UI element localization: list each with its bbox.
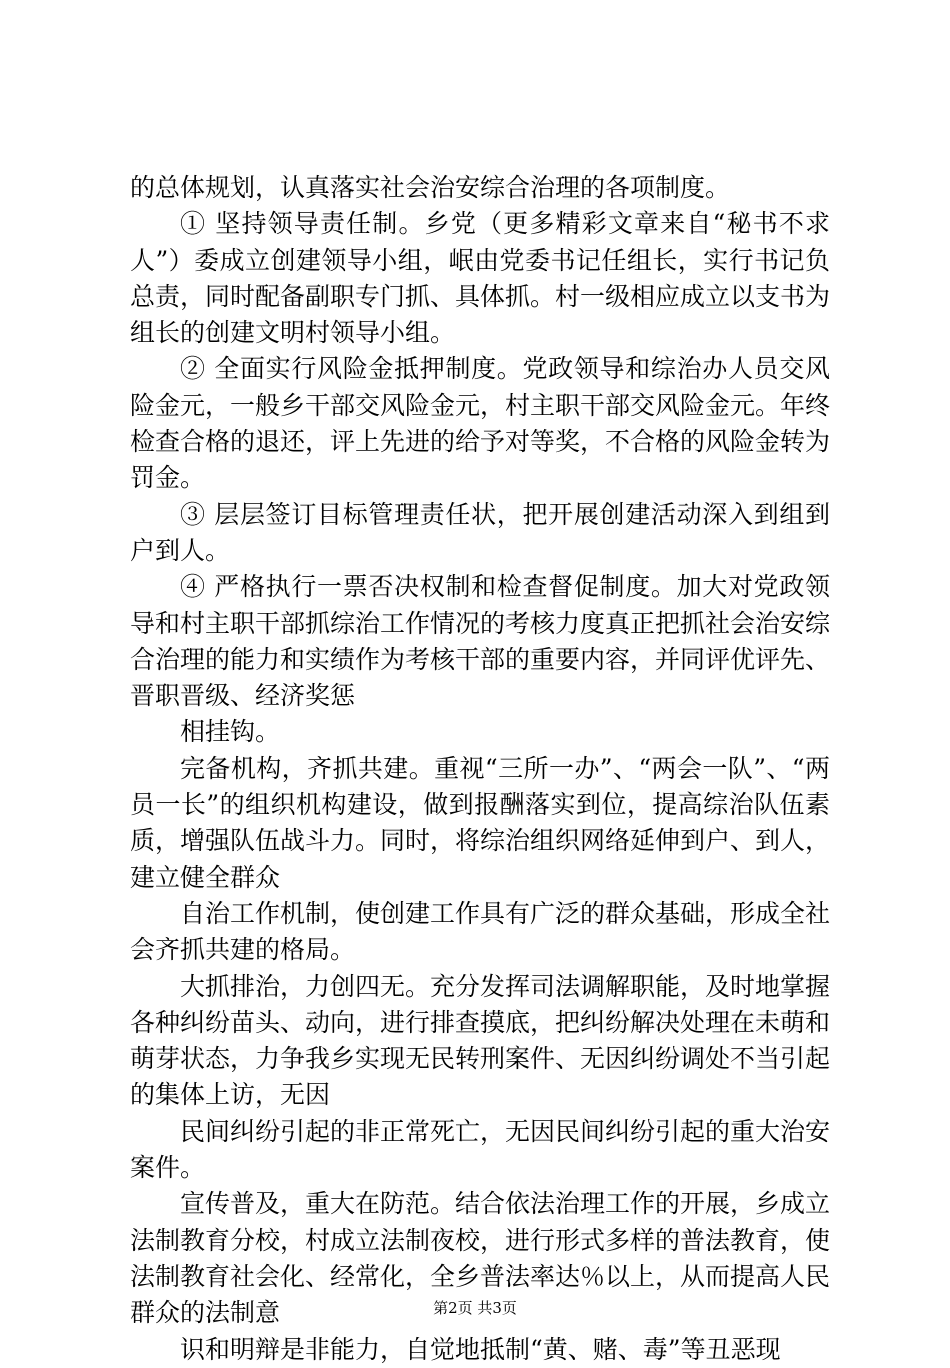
paragraph: ③ 层层签订目标管理责任状，把开展创建活动深入到组到户到人。 [130, 499, 830, 565]
paragraph: ① 坚持领导责任制。乡党（更多精彩文章来自“秘书不求人”）委成立创建领导小组，岷由党委书记任组长，实行书记负总责，同时配备副职专门抓、具体抓。村一级相应成立以支书为组长的创建文明村领导小组。 [130, 209, 831, 348]
paragraph: ② 全面实行风险金抵押制度。党政领导和综治办人员交风险金元，一般乡干部交风险金元，村主职干部交风险金元。年终检查合格的退还，评上先进的给予对等奖，不合格的风险金转为罚金。 [130, 354, 831, 493]
paragraph: 自治工作机制，使创建工作具有广泛的群众基础，形成全社会齐抓共建的格局。 [130, 898, 831, 965]
paragraph: 的总体规划，认真落实社会治安综合治理的各项制度。 [130, 173, 731, 202]
paragraph: ④ 严格执行一票否决权制和检查督促制度。加大对党政领导和村主职干部抓综治工作情况的考核力度真正把抓社会治安综合治理的能力和实绩作为考核干部的重要内容，并同评优评先、晋职晋级、经济奖惩 [130, 572, 831, 711]
page-footer: 第2页 共3页 [433, 1299, 517, 1317]
paragraph: 完备机构，齐抓共建。重视“三所一办”、“两会一队”、“两员一长”的组织机构建设，做到报酬落实到位，提高综治队伍素质，增强队伍战斗力。同时，将综治组织网络延伸到户、到人，建立健全群众 [130, 753, 831, 892]
paragraph: 宣传普及，重大在防范。结合依法治理工作的开展，乡成立法制教育分校，村成立法制夜校，进行形式多样的普法教育，使法制教育社会化、经常化，全乡普法率达％以上，从而提高人民群众的法制意 [130, 1189, 831, 1328]
paragraph: 民间纠纷引起的非正常死亡，无因民间纠纷引起的重大治安案件。 [130, 1116, 831, 1183]
body-text [130, 170, 830, 1368]
paragraph: 相挂钩。 [180, 717, 281, 747]
paragraph: 识和明辩是非能力，自觉地抵制“黄、赌、毒”等丑恶现 [180, 1334, 781, 1364]
paragraph: 大抓排治，力创四无。充分发挥司法调解职能，及时地掌握各种纠纷苗头、动向，进行排查摸底，把纠纷解决处理在未萌和萌芽状态，力争我乡实现无民转刑案件、无因纠纷调处不当引起的集体上访，无因 [130, 971, 831, 1110]
